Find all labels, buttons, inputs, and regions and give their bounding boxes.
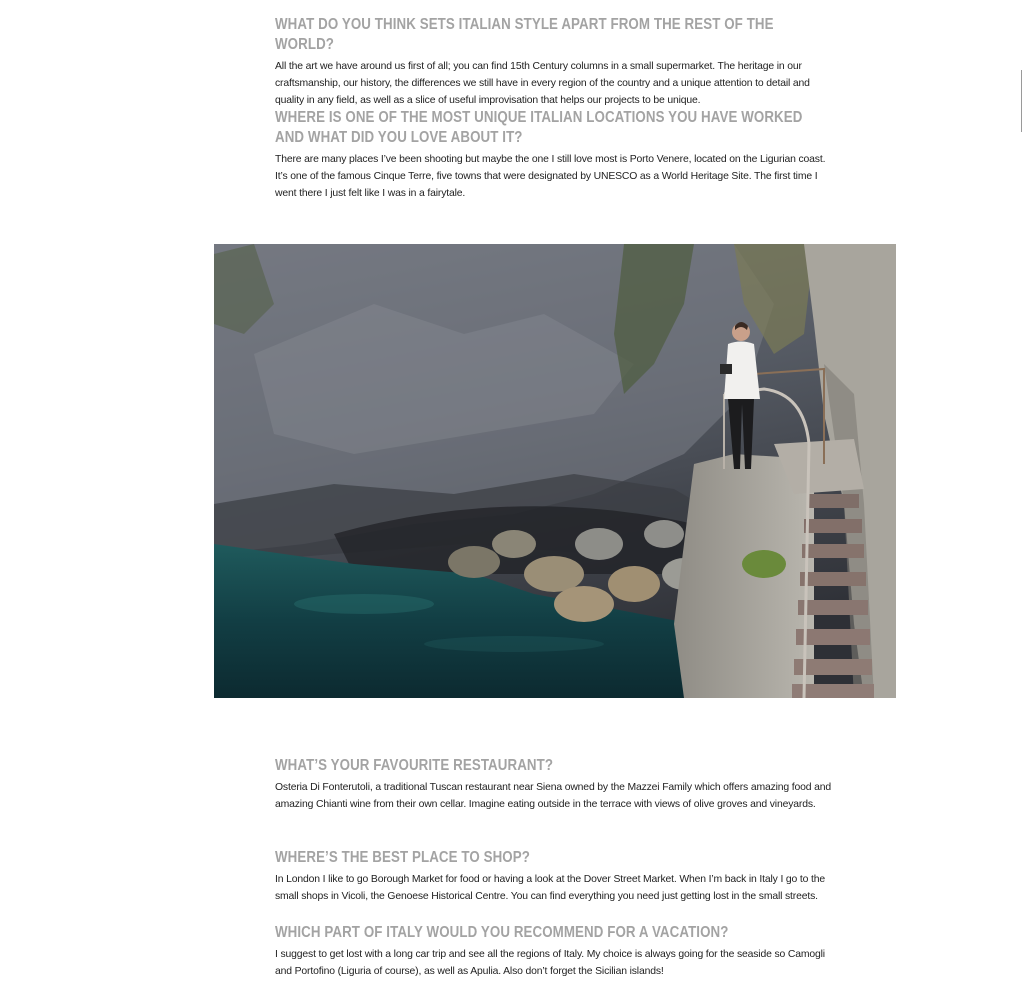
answer-paragraph: I suggest to get lost with a long car trip and see all the regions of Italy. My choice is always going for the seaside so Camogli and Portofino (Liguria of course), as well as Apulia. Also don’t forget the Sicilian islands! xyxy=(275,949,825,977)
qa-section xyxy=(275,108,835,202)
question-heading: WHAT DO YOU THINK SETS ITALIAN STYLE APART FROM THE REST OF THE WORLD? xyxy=(275,16,774,53)
qa-section xyxy=(275,756,835,813)
question-heading: WHERE’S THE BEST PLACE TO SHOP? xyxy=(275,849,530,866)
question-heading: WHAT’S YOUR FAVOURITE RESTAURANT? xyxy=(275,757,554,774)
qa-section xyxy=(275,15,835,109)
article-photo xyxy=(214,244,896,698)
answer-paragraph: Osteria Di Fonterutoli, a traditional Tuscan restaurant near Siena owned by the Mazzei Family which offers amazing food and amazing Chianti wine from their own cellar. Imagine eating outside in the terrace with views of olive groves and vineyards. xyxy=(275,782,832,810)
answer-paragraph: There are many places I’ve been shooting but maybe the one I still love most is Porto Venere, located on the Ligurian coast. It’s one of the famous Cinque Terre, five towns that were designated by UNESCO as a World Heritage Site. The first time I went there I just felt like I was in a fairytale. xyxy=(275,154,826,199)
qa-section xyxy=(275,923,835,980)
question-heading: WHICH PART OF ITALY WOULD YOU RECOMMEND FOR A VACATION? xyxy=(275,924,729,941)
question-heading: WHERE IS ONE OF THE MOST UNIQUE ITALIAN LOCATIONS YOU HAVE WORKED AND WHAT DID YOU LOVE ABOUT IT? xyxy=(275,109,803,146)
qa-section xyxy=(275,848,835,905)
answer-paragraph: In London I like to go Borough Market for food or having a look at the Dover Street Market. When I’m back in Italy I go to the small shops in Vicoli, the Genoese Historical Centre. You can find everything you need just getting lost in the small streets. xyxy=(275,874,826,902)
answer-paragraph: All the art we have around us first of all; you can find 15th Century columns in a small supermarket. The heritage in our craftsmanship, our history, the differences we still have in every region of the country and a unique attention to detail and quality in any field, as well as a slice of useful improvisation that helps our projects to be unique. xyxy=(275,61,810,106)
coastal-stairs-photo xyxy=(214,244,896,698)
